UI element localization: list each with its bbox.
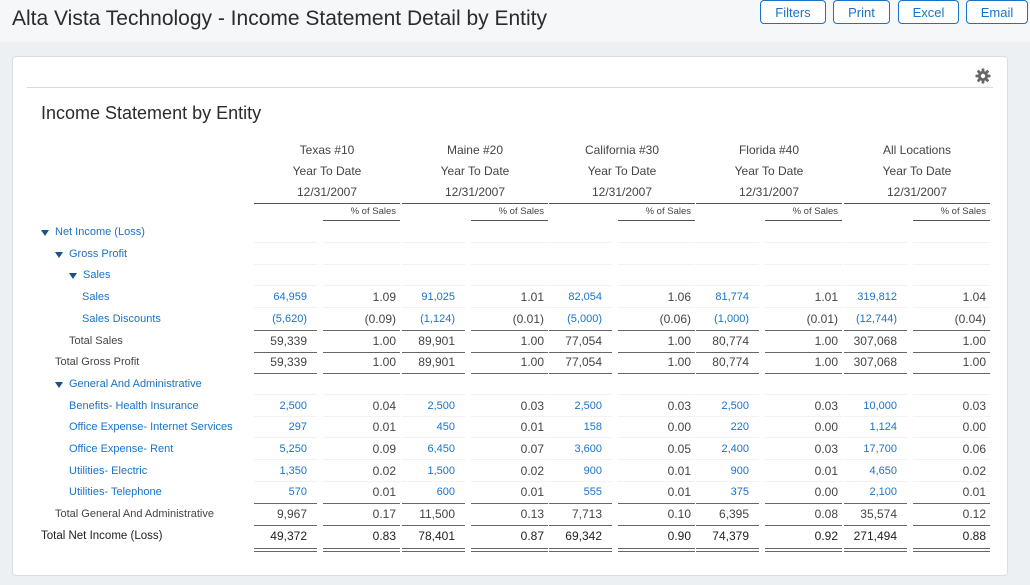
amount-cell: 89,901 (418, 333, 455, 348)
pct-header-underline (471, 220, 548, 221)
amount-cell: 7,713 (571, 507, 602, 522)
column-header-name: Texas #10 (299, 143, 355, 157)
amount-cell: 74,379 (712, 528, 749, 543)
pct-cell: 0.90 (667, 528, 691, 543)
pct-cell: (0.01) (512, 311, 544, 326)
row-label: Total Gross Profit (55, 356, 140, 369)
pct-cell: (0.01) (806, 311, 838, 326)
pct-cell: 0.03 (814, 398, 838, 413)
column-header-date: 12/31/2007 (886, 185, 948, 199)
header-underline (549, 203, 695, 204)
pct-of-sales-header: % of Sales (350, 206, 396, 217)
column-header-name: California #30 (584, 143, 660, 157)
pct-cell: 0.13 (520, 507, 544, 522)
pct-cell: 1.04 (962, 290, 986, 305)
amount-cell: 307,068 (853, 333, 897, 348)
pct-cell: 0.02 (962, 463, 986, 478)
grand-total-double-underline (549, 548, 612, 549)
amount-cell: 89,901 (418, 355, 455, 370)
pct-cell: 1.01 (814, 290, 838, 305)
amount-cell[interactable]: 81,774 (715, 291, 749, 304)
grand-total-double-underline (402, 551, 465, 552)
grand-total-double-underline (696, 551, 759, 552)
table-row (13, 439, 1009, 460)
column-header-date: 12/31/2007 (296, 185, 358, 199)
filters-button[interactable]: Filters (760, 0, 826, 24)
amount-cell[interactable]: 5,250 (279, 443, 307, 455)
amount-cell[interactable]: 2,500 (427, 399, 455, 412)
grand-total-double-underline (765, 551, 842, 552)
amount-cell[interactable]: 1,500 (427, 464, 455, 477)
amount-cell[interactable]: 555 (583, 486, 602, 499)
pct-cell: 0.01 (372, 485, 396, 500)
amount-cell[interactable]: 158 (583, 421, 602, 434)
amount-cell: 49,372 (270, 528, 307, 543)
amount-cell: 80,774 (712, 333, 749, 348)
amount-cell[interactable]: 3,600 (574, 443, 602, 455)
amount-cell[interactable]: 375 (730, 486, 749, 499)
pct-cell: 0.02 (520, 463, 544, 478)
pct-cell: 0.88 (962, 528, 986, 543)
amount-cell[interactable]: (12,744) (856, 312, 897, 325)
app-title: Alta Vista Technology - Income Statement Detail by Entity (12, 7, 547, 30)
amount-cell: 271,494 (853, 528, 897, 543)
amount-cell: 69,342 (565, 528, 602, 543)
pct-cell: 0.01 (667, 485, 691, 500)
expand-triangle-icon[interactable] (55, 382, 63, 388)
grand-total-double-underline (549, 551, 612, 552)
amount-cell: 78,401 (418, 528, 455, 543)
pct-cell: 0.04 (372, 398, 396, 413)
grand-total-double-underline (254, 548, 317, 549)
pct-cell: 1.00 (372, 355, 396, 370)
grand-total-double-underline (913, 551, 990, 552)
print-button[interactable]: Print (833, 0, 890, 24)
amount-cell[interactable]: 600 (436, 486, 455, 499)
pct-cell: 0.01 (520, 420, 544, 435)
row-label[interactable]: Benefits- Health Insurance (69, 399, 199, 412)
amount-cell[interactable]: 1,350 (279, 464, 307, 477)
table-row (13, 396, 1009, 417)
table-row (13, 265, 1009, 286)
row-label: Total General And Administrative (55, 508, 214, 521)
grand-total-double-underline (696, 548, 759, 549)
amount-cell[interactable]: 82,054 (568, 291, 602, 304)
grand-total-double-underline (844, 551, 907, 552)
header-underline (844, 203, 990, 204)
pct-cell: 0.03 (520, 398, 544, 413)
pct-of-sales-header: % of Sales (498, 206, 544, 217)
pct-cell: 0.01 (520, 485, 544, 500)
header-underline (254, 203, 400, 204)
column-header-period: Year To Date (587, 164, 657, 178)
email-button[interactable]: Email (966, 0, 1028, 24)
column-header-date: 12/31/2007 (444, 185, 506, 199)
table-row (13, 331, 1009, 352)
pct-cell: 1.01 (520, 290, 544, 305)
pct-cell: 1.06 (667, 290, 691, 305)
amount-cell[interactable]: 2,500 (574, 399, 602, 412)
amount-cell[interactable]: (1,124) (420, 312, 455, 325)
row-label[interactable]: Sales Discounts (82, 312, 161, 325)
pct-cell: 1.00 (372, 333, 396, 348)
table-row (13, 482, 1009, 503)
table-row (13, 526, 1009, 547)
pct-cell: 0.00 (814, 420, 838, 435)
amount-cell[interactable]: 6,450 (427, 443, 455, 455)
header-underline (402, 203, 548, 204)
amount-cell[interactable]: (5,620) (272, 312, 307, 325)
pct-cell: 0.12 (962, 507, 986, 522)
amount-cell: 35,574 (860, 507, 897, 522)
amount-cell[interactable]: 220 (730, 421, 749, 434)
row-label[interactable]: Utilities- Telephone (69, 486, 162, 499)
pct-header-underline (765, 220, 842, 221)
table-row (13, 461, 1009, 482)
amount-cell[interactable]: 900 (583, 464, 602, 477)
grand-total-double-underline (844, 548, 907, 549)
column-header-date: 12/31/2007 (738, 185, 800, 199)
header-underline (696, 203, 842, 204)
amount-cell: 9,967 (276, 507, 307, 522)
amount-cell[interactable]: 2,500 (279, 399, 307, 412)
pct-cell: 0.09 (372, 442, 396, 456)
pct-cell: (0.04) (954, 311, 986, 326)
pct-cell: 1.09 (372, 290, 396, 305)
pct-cell: 0.01 (667, 463, 691, 478)
pct-of-sales-header: % of Sales (940, 206, 986, 217)
grand-total-double-underline (471, 551, 548, 552)
amount-cell[interactable]: 2,100 (869, 486, 897, 499)
column-header-period: Year To Date (734, 164, 804, 178)
amount-cell[interactable]: 570 (288, 486, 307, 499)
column-header-period: Year To Date (440, 164, 510, 178)
grand-total-double-underline (913, 548, 990, 549)
grand-total-double-underline (765, 548, 842, 549)
grand-total-double-underline (402, 548, 465, 549)
pct-header-underline (913, 220, 990, 221)
table-row (13, 417, 1009, 438)
amount-cell: 307,068 (853, 355, 897, 370)
pct-cell: 0.00 (667, 420, 691, 435)
grand-total-double-underline (471, 548, 548, 549)
amount-cell[interactable]: 4,650 (869, 464, 897, 477)
column-header-period: Year To Date (882, 164, 952, 178)
row-label[interactable]: Utilities- Electric (69, 464, 148, 477)
amount-cell[interactable]: 900 (730, 464, 749, 477)
pct-cell: 0.17 (372, 507, 396, 522)
table-row (13, 309, 1009, 330)
table-row (13, 374, 1009, 395)
amount-cell: 77,054 (565, 355, 602, 370)
pct-cell: 1.00 (962, 355, 986, 370)
pct-header-underline (323, 220, 400, 221)
amount-cell: 80,774 (712, 355, 749, 370)
row-label[interactable]: Sales (82, 291, 110, 304)
row-label[interactable]: Gross Profit (69, 247, 128, 260)
row-label[interactable]: Sales (83, 269, 111, 282)
excel-button[interactable]: Excel (898, 0, 959, 24)
row-label[interactable]: Net Income (Loss) (55, 226, 145, 238)
amount-cell[interactable]: 64,959 (273, 291, 307, 304)
pct-cell: 1.00 (814, 355, 838, 370)
report-card (12, 56, 1008, 576)
row-label[interactable]: Office Expense- Rent (69, 443, 174, 455)
expand-triangle-icon[interactable] (69, 273, 77, 279)
pct-cell: 0.01 (372, 420, 396, 435)
expand-triangle-icon[interactable] (55, 252, 63, 258)
column-header-name: All Locations (882, 143, 952, 157)
pct-cell: 0.01 (962, 485, 986, 500)
amount-cell: 11,500 (419, 507, 455, 522)
amount-cell[interactable]: (5,000) (567, 312, 602, 325)
pct-cell: 1.00 (520, 355, 544, 370)
pct-cell: 0.01 (814, 463, 838, 478)
table-row (13, 352, 1009, 373)
amount-cell[interactable]: 297 (288, 421, 307, 434)
grand-total-double-underline (618, 548, 695, 549)
pct-cell: 1.00 (814, 333, 838, 348)
amount-cell[interactable]: 17,700 (863, 443, 897, 455)
pct-cell: 0.07 (520, 442, 544, 456)
pct-header-underline (618, 220, 695, 221)
card-divider (27, 87, 993, 88)
pct-cell: 1.00 (962, 333, 986, 348)
grand-total-double-underline (323, 551, 400, 552)
pct-of-sales-header: % of Sales (645, 206, 691, 217)
amount-cell: 59,339 (270, 333, 307, 348)
amount-cell: 59,339 (270, 355, 307, 370)
table-row (13, 244, 1009, 265)
column-header-date: 12/31/2007 (591, 185, 653, 199)
amount-cell[interactable]: 91,025 (421, 291, 455, 304)
gear-icon[interactable] (975, 68, 991, 84)
table-row (13, 287, 1009, 308)
pct-cell: (0.06) (659, 311, 691, 326)
grand-total-double-underline (618, 551, 695, 552)
expand-triangle-icon[interactable] (41, 230, 49, 236)
pct-cell: 0.02 (372, 463, 396, 478)
pct-cell: 1.00 (667, 355, 691, 370)
pct-of-sales-header: % of Sales (792, 206, 838, 217)
column-header-name: Maine #20 (446, 143, 504, 157)
amount-cell[interactable]: 10,000 (863, 399, 897, 412)
row-label[interactable]: Office Expense- Internet Services (69, 421, 233, 434)
row-label[interactable]: General And Administrative (69, 377, 202, 390)
pct-cell: 0.05 (667, 442, 691, 456)
amount-cell[interactable]: 319,812 (857, 291, 897, 304)
report-title: Income Statement by Entity (41, 103, 262, 123)
pct-cell: 1.00 (520, 333, 544, 348)
amount-cell[interactable]: 450 (436, 421, 455, 434)
pct-cell: 0.87 (520, 528, 544, 543)
amount-cell: 6,395 (718, 507, 749, 522)
grand-total-double-underline (254, 551, 317, 552)
pct-cell: 0.03 (962, 398, 986, 413)
column-header-period: Year To Date (292, 164, 362, 178)
amount-cell[interactable]: 1,124 (869, 421, 897, 434)
pct-cell: 0.06 (962, 442, 986, 456)
table-row (13, 504, 1009, 525)
pct-cell: 0.03 (667, 398, 691, 413)
pct-cell: 1.00 (667, 333, 691, 348)
top-bar (0, 0, 1030, 42)
amount-cell[interactable]: 2,400 (721, 443, 749, 455)
grand-total-double-underline (323, 548, 400, 549)
pct-cell: 0.10 (667, 507, 691, 522)
pct-cell: 0.03 (814, 442, 838, 456)
amount-cell[interactable]: 2,500 (721, 399, 749, 412)
pct-cell: (0.09) (364, 311, 396, 326)
column-header-name: Florida #40 (738, 143, 800, 157)
row-label: Total Net Income (Loss) (41, 529, 163, 542)
amount-cell: 77,054 (565, 333, 602, 348)
amount-cell[interactable]: (1,000) (714, 312, 749, 325)
pct-cell: 0.92 (814, 528, 838, 543)
table-row (13, 222, 1009, 243)
pct-cell: 0.08 (814, 507, 838, 522)
row-label: Total Sales (69, 334, 123, 347)
pct-cell: 0.83 (372, 528, 396, 543)
pct-cell: 0.00 (962, 420, 986, 435)
pct-cell: 0.00 (814, 485, 838, 500)
